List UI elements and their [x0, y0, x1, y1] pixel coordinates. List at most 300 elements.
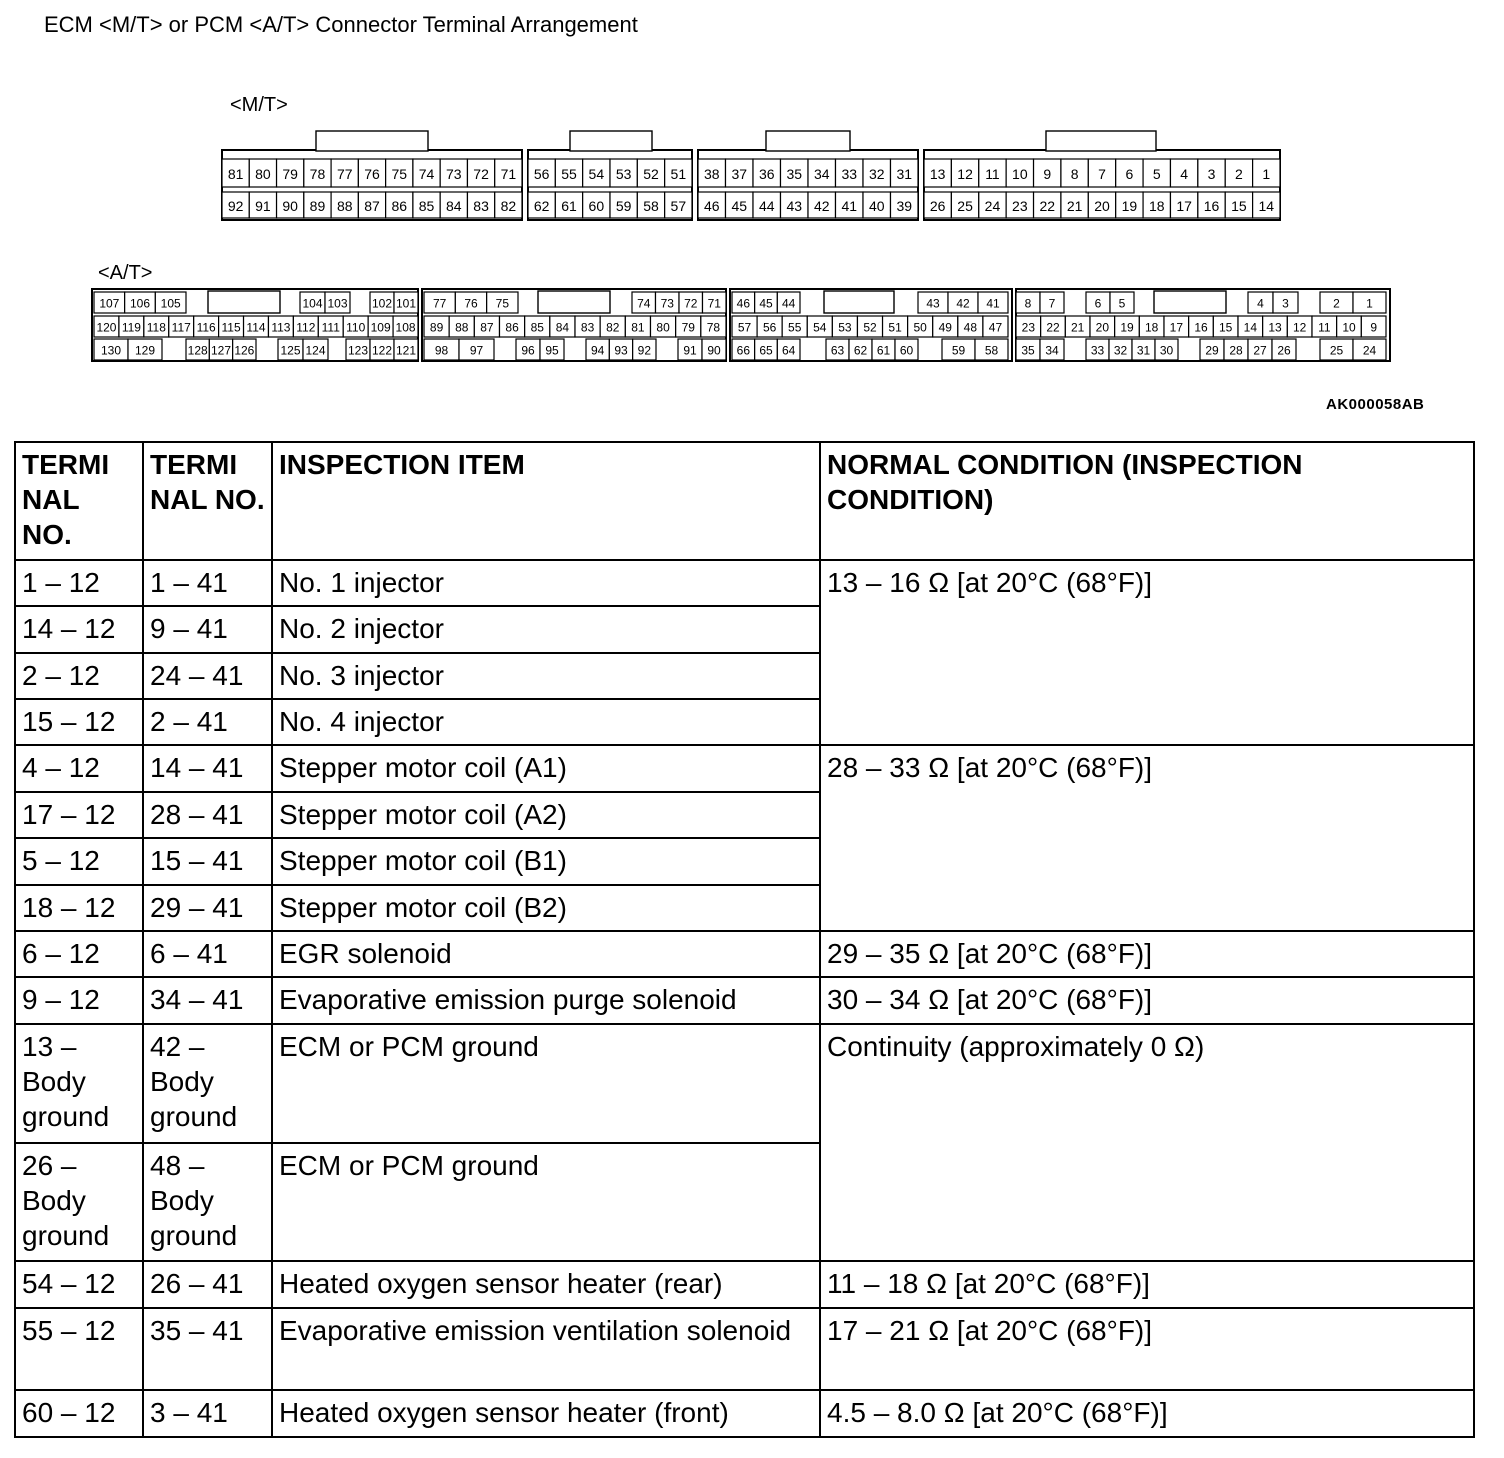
- pin-number: 25: [1329, 343, 1344, 358]
- pin-number: 31: [1136, 343, 1151, 358]
- connector-pin: [1337, 316, 1362, 337]
- connector-pin: [1238, 316, 1263, 337]
- connector-pin: [807, 316, 832, 337]
- pin-number: 126: [234, 343, 255, 358]
- pin-number: 31: [896, 166, 913, 182]
- pin-number: 32: [1113, 343, 1128, 358]
- pin-number: 25: [957, 198, 973, 214]
- cell-inspection-item: Evaporative emission purge solenoid: [272, 977, 820, 1023]
- at-connector-label: <A/T>: [98, 262, 153, 284]
- pin-number: 8: [1070, 166, 1079, 182]
- cell-terminal-ecm: 1 – 12: [15, 560, 143, 606]
- connector-pin: [633, 339, 656, 360]
- connector-pin: [883, 316, 908, 337]
- connector-pin: [857, 316, 882, 337]
- pin-number: 71: [500, 166, 517, 182]
- cell-terminal-ecm: 55 – 12: [15, 1308, 143, 1391]
- pin-number: 42: [956, 296, 970, 311]
- connector-pin: [155, 292, 186, 313]
- connector-pin: [94, 339, 128, 360]
- cell-terminal-ecm: 15 – 12: [15, 699, 143, 745]
- pin-number: 85: [530, 320, 544, 335]
- pin-number: 76: [464, 296, 478, 311]
- pin-number: 91: [255, 198, 271, 214]
- header-normal-condition: NORMAL CONDITION (INSPECTION CONDITION): [820, 442, 1474, 560]
- connector-pin: [186, 339, 209, 360]
- connector-pin: [975, 339, 1008, 360]
- pin-number: 62: [533, 198, 550, 214]
- pin-number: 18: [1148, 198, 1165, 214]
- connector-pin: [948, 292, 978, 313]
- connector-pin: [368, 316, 393, 337]
- connector-pin: [777, 339, 800, 360]
- cell-inspection-item: No. 1 injector: [272, 560, 820, 606]
- pin-number: 129: [134, 343, 156, 358]
- pin-number: 91: [683, 343, 697, 358]
- connector-pin: [732, 292, 755, 313]
- connector-pin: [540, 339, 564, 360]
- connector-pin: [1353, 339, 1386, 360]
- pin-number: 77: [336, 166, 353, 182]
- inspection-table: [14, 441, 1475, 1438]
- connector-pin: [701, 316, 726, 337]
- connector-pin: [346, 339, 370, 360]
- connector-pin: [732, 316, 757, 337]
- pin-number: 8: [1024, 296, 1032, 311]
- cell-terminal-pcm: 35 – 41: [143, 1308, 272, 1391]
- connector-pin: [1263, 316, 1288, 337]
- connector-key: [824, 291, 894, 313]
- table-row: [15, 977, 1474, 1023]
- pin-number: 82: [606, 320, 620, 335]
- pin-number: 55: [788, 320, 802, 335]
- pin-number: 3: [1282, 296, 1289, 311]
- connector-pin: [487, 292, 518, 313]
- connector-pin: [1248, 292, 1273, 313]
- pin-number: 58: [984, 343, 999, 358]
- pin-number: 40: [868, 198, 885, 214]
- pin-number: 114: [246, 320, 266, 335]
- pin-number: 23: [1021, 320, 1036, 335]
- connector-pin: [424, 316, 449, 337]
- pin-number: 33: [1090, 343, 1105, 358]
- pin-number: 79: [282, 166, 298, 182]
- cell-terminal-pcm: 29 – 41: [143, 885, 272, 931]
- connector-pin: [94, 316, 119, 337]
- connector-key: [208, 291, 280, 313]
- pin-number: 15: [1218, 320, 1233, 335]
- connector-pin: [1110, 292, 1134, 313]
- cell-terminal-pcm: 24 – 41: [143, 653, 272, 699]
- pin-number: 102: [371, 296, 393, 311]
- pin-number: 5: [1118, 296, 1126, 311]
- cell-inspection-item: Heated oxygen sensor heater (front): [272, 1390, 820, 1437]
- cell-normal-condition: 30 – 34 Ω [at 20°C (68°F)]: [820, 977, 1474, 1023]
- pin-number: 5: [1152, 166, 1161, 182]
- pin-number: 36: [758, 166, 775, 182]
- pin-number: 21: [1070, 320, 1085, 335]
- connector-pin: [500, 316, 525, 337]
- connector-pin: [550, 316, 575, 337]
- table-row: [15, 560, 1474, 606]
- connector-pin: [1155, 339, 1178, 360]
- connector-pin: [625, 316, 650, 337]
- connector-pin: [777, 292, 800, 313]
- pin-number: 16: [1203, 198, 1220, 214]
- pin-number: 14: [1243, 320, 1258, 335]
- cell-inspection-item: EGR solenoid: [272, 931, 820, 977]
- pin-number: 84: [555, 320, 570, 335]
- connector-pin: [449, 316, 474, 337]
- connector-pin: [1086, 292, 1110, 313]
- cell-inspection-item: Stepper motor coil (B2): [272, 885, 820, 931]
- cell-normal-condition: 28 – 33 Ω [at 20°C (68°F)]: [820, 745, 1474, 930]
- pin-number: 65: [759, 343, 773, 358]
- cell-terminal-ecm: 14 – 12: [15, 606, 143, 652]
- connector-pin: [128, 339, 162, 360]
- connector-pin: [1312, 316, 1337, 337]
- pin-number: 66: [736, 343, 751, 358]
- pin-number: 82: [500, 198, 517, 214]
- pin-number: 80: [255, 166, 271, 182]
- cell-inspection-item: Stepper motor coil (A1): [272, 745, 820, 791]
- connector-pin: [244, 316, 269, 337]
- pin-number: 89: [309, 198, 326, 214]
- header-inspection-item: INSPECTION ITEM: [272, 442, 820, 560]
- table-header-row: [15, 442, 1474, 560]
- connector-pin: [370, 339, 394, 360]
- pin-number: 94: [590, 343, 605, 358]
- pin-number: 27: [1253, 343, 1267, 358]
- pin-number: 73: [660, 296, 674, 311]
- pin-number: 33: [841, 166, 858, 182]
- pin-number: 106: [129, 296, 151, 311]
- pin-number: 22: [1039, 198, 1056, 214]
- pin-number: 34: [813, 166, 830, 182]
- cell-terminal-pcm: 34 – 41: [143, 977, 272, 1023]
- pin-number: 24: [984, 198, 1001, 214]
- cell-normal-condition: 4.5 – 8.0 Ω [at 20°C (68°F)]: [820, 1390, 1474, 1437]
- pin-number: 53: [838, 320, 852, 335]
- pin-number: 83: [580, 320, 595, 335]
- cell-inspection-item: No. 3 injector: [272, 653, 820, 699]
- connector-pin: [757, 316, 782, 337]
- pin-number: 23: [1012, 198, 1028, 214]
- pin-number: 125: [280, 343, 301, 358]
- pin-number: 73: [446, 166, 462, 182]
- pin-number: 113: [271, 320, 291, 335]
- cell-terminal-pcm: 6 – 41: [143, 931, 272, 977]
- pin-number: 34: [1045, 343, 1059, 358]
- pin-number: 45: [759, 296, 773, 311]
- pin-number: 21: [1066, 198, 1083, 214]
- pin-number: 80: [656, 320, 670, 335]
- pin-number: 56: [533, 166, 550, 182]
- pin-number: 121: [395, 343, 417, 358]
- cell-terminal-pcm: 1 – 41: [143, 560, 272, 606]
- pin-number: 86: [391, 198, 408, 214]
- cell-terminal-ecm: 26 – Body ground: [15, 1143, 143, 1262]
- pin-number: 72: [473, 166, 489, 182]
- pin-number: 28: [1229, 343, 1243, 358]
- pin-number: 3: [1207, 166, 1216, 182]
- pin-number: 85: [418, 198, 435, 214]
- cell-normal-condition: Continuity (approximately 0 Ω): [820, 1024, 1474, 1262]
- connector-pin: [703, 292, 727, 313]
- cell-terminal-pcm: 26 – 41: [143, 1261, 272, 1307]
- pin-number: 95: [545, 343, 559, 358]
- pin-number: 123: [347, 343, 369, 358]
- pin-number: 88: [455, 320, 469, 335]
- connector-pin: [94, 292, 125, 313]
- pin-number: 57: [737, 320, 752, 335]
- mt-connector-label: <M/T>: [230, 94, 288, 116]
- pin-number: 79: [681, 320, 695, 335]
- cell-terminal-ecm: 6 – 12: [15, 931, 143, 977]
- cell-inspection-item: ECM or PCM ground: [272, 1024, 820, 1143]
- pin-number: 61: [561, 198, 577, 214]
- connector-pin: [609, 339, 632, 360]
- pin-number: 78: [706, 320, 721, 335]
- pin-number: 14: [1258, 198, 1275, 214]
- connector-pin: [424, 339, 459, 360]
- pin-number: 50: [913, 320, 927, 335]
- connector-pin: [782, 316, 807, 337]
- cell-terminal-ecm: 17 – 12: [15, 792, 143, 838]
- pin-number: 4: [1180, 166, 1189, 182]
- table-row: [15, 1261, 1474, 1307]
- cell-terminal-ecm: 60 – 12: [15, 1390, 143, 1437]
- connector-pin: [1224, 339, 1248, 360]
- connector-pin: [1016, 316, 1041, 337]
- connector-pin: [233, 339, 256, 360]
- pin-number: 13: [929, 166, 946, 182]
- connector-pin: [983, 316, 1008, 337]
- pin-number: 46: [703, 198, 720, 214]
- cell-terminal-pcm: 42 – Body ground: [143, 1024, 272, 1143]
- pin-number: 103: [327, 296, 348, 311]
- pin-number: 17: [1169, 320, 1184, 335]
- pin-number: 52: [643, 166, 659, 182]
- pin-number: 71: [707, 296, 721, 311]
- connector-pin: [1040, 292, 1064, 313]
- pin-number: 117: [171, 320, 191, 335]
- pin-number: 45: [731, 198, 748, 214]
- pin-number: 104: [302, 296, 323, 311]
- connector-pin: [278, 339, 303, 360]
- cell-inspection-item: No. 4 injector: [272, 699, 820, 745]
- pin-number: 64: [781, 343, 796, 358]
- pin-number: 92: [637, 343, 652, 358]
- connector-pin: [575, 316, 600, 337]
- connector-pin: [849, 339, 872, 360]
- pin-number: 118: [146, 320, 166, 335]
- cell-terminal-ecm: 13 – Body ground: [15, 1024, 143, 1143]
- pin-number: 12: [957, 166, 973, 182]
- connector-pin: [1361, 316, 1386, 337]
- pin-number: 42: [813, 198, 830, 214]
- pin-number: 6: [1125, 166, 1134, 182]
- pin-number: 9: [1043, 166, 1052, 182]
- at-connector-diagram: [0, 0, 1504, 380]
- header-terminal-no-ecm: TERMI NAL NO.: [15, 442, 143, 560]
- pin-number: 72: [684, 296, 698, 311]
- pin-number: 1: [1366, 296, 1373, 311]
- pin-number: 108: [395, 320, 416, 335]
- pin-number: 116: [196, 320, 216, 335]
- pin-number: 75: [495, 296, 510, 311]
- connector-pin: [424, 292, 455, 313]
- pin-number: 62: [853, 343, 868, 358]
- connector-pin: [1016, 339, 1040, 360]
- pin-number: 87: [364, 198, 380, 214]
- connector-pin: [459, 339, 494, 360]
- connector-pin: [1109, 339, 1132, 360]
- connector-pin: [1041, 316, 1066, 337]
- pin-number: 10: [1342, 320, 1356, 335]
- pin-number: 39: [896, 198, 913, 214]
- pin-number: 83: [473, 198, 489, 214]
- pin-number: 128: [187, 343, 208, 358]
- cell-inspection-item: Stepper motor coil (A2): [272, 792, 820, 838]
- pin-number: 26: [929, 198, 946, 214]
- connector-pin: [1200, 339, 1224, 360]
- connector-pin: [293, 316, 318, 337]
- pin-number: 56: [762, 320, 777, 335]
- pin-number: 47: [988, 320, 1003, 335]
- pin-number: 89: [429, 320, 444, 335]
- cell-normal-condition: 17 – 21 Ω [at 20°C (68°F)]: [820, 1308, 1474, 1391]
- pin-number: 48: [963, 320, 978, 335]
- connector-pin: [125, 292, 156, 313]
- pin-number: 90: [707, 343, 721, 358]
- pin-number: 49: [938, 320, 952, 335]
- connector-pin: [908, 316, 933, 337]
- pin-number: 37: [731, 166, 748, 182]
- connector-pin: [678, 339, 702, 360]
- cell-terminal-pcm: 2 – 41: [143, 699, 272, 745]
- connector-pin: [343, 316, 368, 337]
- pin-number: 60: [899, 343, 914, 358]
- connector-pin: [651, 316, 676, 337]
- cell-terminal-ecm: 54 – 12: [15, 1261, 143, 1307]
- table-row: [15, 745, 1474, 791]
- connector-pin: [209, 339, 232, 360]
- pin-number: 97: [469, 343, 484, 358]
- connector-pin: [933, 316, 958, 337]
- pin-number: 86: [505, 320, 519, 335]
- pin-number: 53: [615, 166, 632, 182]
- table-row: [15, 1308, 1474, 1391]
- pin-number: 9: [1370, 320, 1378, 335]
- cell-terminal-ecm: 9 – 12: [15, 977, 143, 1023]
- pin-number: 60: [588, 198, 605, 214]
- connector-pin: [268, 316, 293, 337]
- pin-number: 19: [1120, 320, 1134, 335]
- pin-number: 115: [221, 320, 241, 335]
- connector-pin: [525, 316, 550, 337]
- pin-number: 93: [614, 343, 628, 358]
- pin-number: 2: [1333, 296, 1340, 311]
- pin-number: 51: [670, 166, 687, 182]
- cell-terminal-pcm: 15 – 41: [143, 838, 272, 884]
- pin-number: 13: [1268, 320, 1282, 335]
- pin-number: 74: [637, 296, 651, 311]
- connector-pin: [676, 316, 701, 337]
- connector-pin: [702, 339, 726, 360]
- pin-number: 26: [1277, 343, 1291, 358]
- pin-number: 84: [446, 198, 462, 214]
- pin-number: 127: [210, 343, 232, 358]
- pin-number: 20: [1094, 198, 1110, 214]
- pin-number: 119: [121, 320, 141, 335]
- pin-number: 30: [1159, 343, 1174, 358]
- pin-number: 52: [863, 320, 877, 335]
- connector-pin: [872, 339, 895, 360]
- pin-number: 24: [1362, 343, 1377, 358]
- connector-pin: [679, 292, 703, 313]
- connector-pin: [755, 292, 778, 313]
- pin-number: 122: [371, 343, 393, 358]
- table-row: [15, 931, 1474, 977]
- pin-number: 78: [309, 166, 326, 182]
- pin-number: 57: [670, 198, 687, 214]
- cell-inspection-item: ECM or PCM ground: [272, 1143, 820, 1262]
- connector-pin: [1287, 316, 1312, 337]
- connector-pin: [942, 339, 975, 360]
- cell-inspection-item: No. 2 injector: [272, 606, 820, 652]
- connector-pin: [1320, 339, 1353, 360]
- pin-number: 20: [1095, 320, 1110, 335]
- pin-number: 76: [364, 166, 380, 182]
- pin-number: 124: [305, 343, 326, 358]
- connector-pin: [656, 292, 680, 313]
- connector-pin: [1189, 316, 1214, 337]
- pin-number: 98: [434, 343, 449, 358]
- pin-number: 90: [282, 198, 298, 214]
- pin-number: 6: [1094, 296, 1102, 311]
- connector-pin: [1164, 316, 1189, 337]
- connector-pin: [1086, 339, 1109, 360]
- connector-pin: [1132, 339, 1155, 360]
- pin-number: 81: [227, 166, 244, 182]
- pin-number: 7: [1098, 166, 1106, 182]
- pin-number: 43: [926, 296, 940, 311]
- pin-number: 22: [1046, 320, 1060, 335]
- pin-number: 29: [1205, 343, 1219, 358]
- connector-pin: [1065, 316, 1090, 337]
- pin-number: 41: [986, 296, 1000, 311]
- connector-pin: [144, 316, 169, 337]
- pin-number: 2: [1235, 166, 1243, 182]
- connector-pin: [303, 339, 328, 360]
- cell-terminal-pcm: 3 – 41: [143, 1390, 272, 1437]
- pin-number: 59: [615, 198, 632, 214]
- cell-terminal-ecm: 2 – 12: [15, 653, 143, 699]
- connector-pin: [474, 316, 499, 337]
- header-terminal-no-pcm: TERMI NAL NO.: [143, 442, 272, 560]
- connector-pin: [895, 339, 918, 360]
- pin-number: 1: [1262, 166, 1271, 182]
- connector-pin: [755, 339, 778, 360]
- table-row: [15, 1024, 1474, 1143]
- cell-terminal-ecm: 18 – 12: [15, 885, 143, 931]
- connector-pin: [1115, 316, 1140, 337]
- pin-number: 63: [830, 343, 845, 358]
- cell-inspection-item: Stepper motor coil (B1): [272, 838, 820, 884]
- pin-number: 77: [432, 296, 447, 311]
- connector-pin: [393, 316, 418, 337]
